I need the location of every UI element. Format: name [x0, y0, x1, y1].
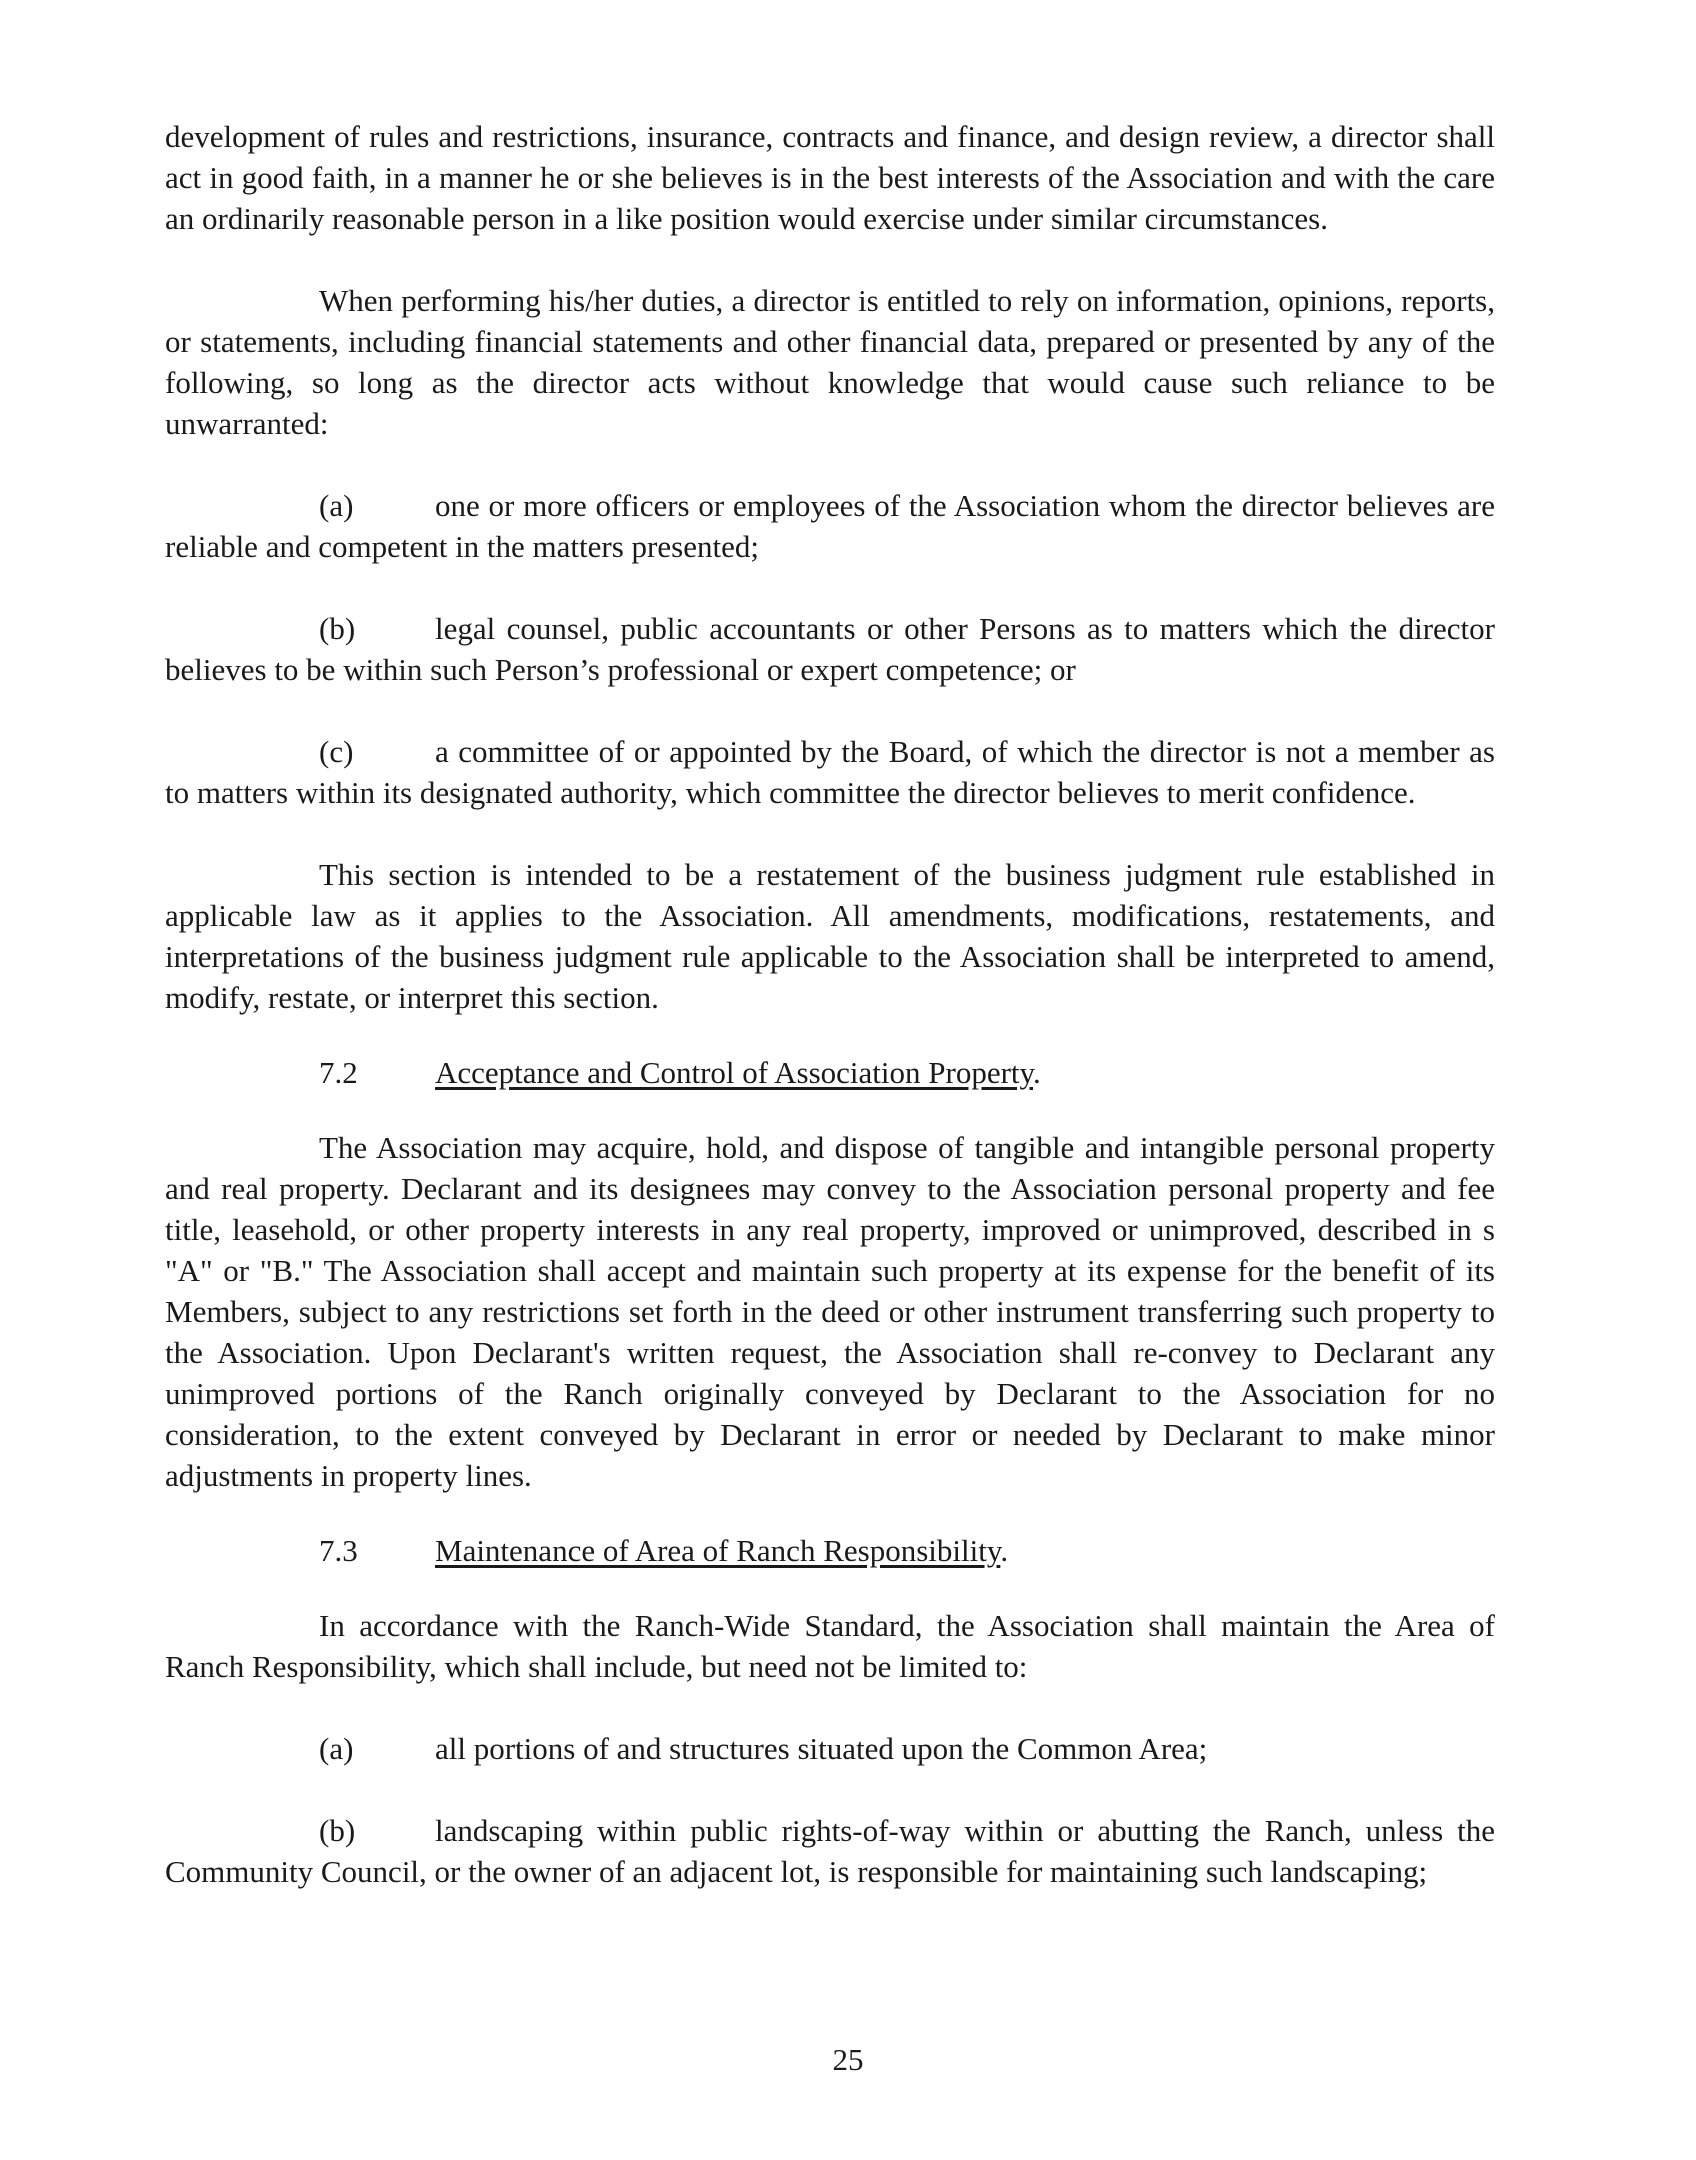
- section-title-period: .: [1000, 1533, 1009, 1568]
- section-title: Acceptance and Control of Association Property: [435, 1055, 1034, 1090]
- list-marker: (a): [319, 1731, 354, 1766]
- section-number: 7.3: [319, 1533, 358, 1568]
- page-number: 25: [832, 2042, 864, 2077]
- list-item: [165, 608, 1495, 690]
- list-item: [165, 731, 1495, 813]
- list-item: [165, 1728, 1495, 1769]
- list-item-text: legal counsel, public accountants or other Persons as to matters which the director believes to be within such Person’s professional or expert competence; or: [165, 611, 1495, 687]
- section-heading-7-3: [165, 1530, 1495, 1571]
- list-item-text: all portions of and structures situated upon the Common Area;: [435, 1731, 1208, 1766]
- list-marker: (c): [319, 734, 354, 769]
- section-heading-7-2: [165, 1052, 1495, 1093]
- paragraph-reliance: When performing his/her duties, a director is entitled to rely on information, opinions, reports, or statements, including financial statements and other financial data, prepared or presented by any of the following, so long as the director acts without knowledge that would cause such reliance to be unwarranted:: [165, 283, 1495, 441]
- paragraph-intro: development of rules and restrictions, insurance, contracts and finance, and design review, a director shall act in good faith, in a manner he or she believes is in the best interests of the Association and with the care an ordinarily reasonable person in a like position would exercise under similar circumstances.: [165, 119, 1495, 236]
- list-item: [165, 1810, 1495, 1892]
- list-item: [165, 485, 1495, 567]
- document-page: [165, 116, 1495, 1892]
- list-marker: (b): [319, 611, 356, 646]
- list-marker: (b): [319, 1813, 356, 1848]
- list-marker: (a): [319, 488, 354, 523]
- paragraph-restatement: This section is intended to be a restatement of the business judgment rule established in applicable law as it applies to the Association. All amendments, modifications, restatements, and interpretations of the business judgment rule applicable to the Association shall be interpreted to amend, modify, restate, or interpret this section.: [165, 857, 1495, 1015]
- paragraph-7-2-body: The Association may acquire, hold, and dispose of tangible and intangible personal property and real property. Declarant and its designees may convey to the Association personal property and fee title, leasehold, or other property interests in any real property, improved or unimproved, described in s "A" or "B." The Association shall accept and maintain such property at its expense for the benefit of its Members, subject to any restrictions set forth in the deed or other instrument transferring such property to the Association. Upon Declarant's written request, the Association shall re-convey to Declarant any unimproved portions of the Ranch originally conveyed by Declarant to the Association for no consideration, to the extent conveyed by Declarant in error or needed by Declarant to make minor adjustments in property lines.: [165, 1130, 1495, 1493]
- section-number: 7.2: [319, 1055, 358, 1090]
- list-item-text: one or more officers or employees of the Association whom the director believes are reliable and competent in the matters presented;: [165, 488, 1495, 564]
- paragraph-7-3-body: In accordance with the Ranch-Wide Standard, the Association shall maintain the Area of Ranch Responsibility, which shall include, but need not be limited to:: [165, 1608, 1495, 1684]
- list-item-text: landscaping within public rights-of-way within or abutting the Ranch, unless the Community Council, or the owner of an adjacent lot, is responsible for maintaining such landscaping;: [165, 1813, 1495, 1889]
- section-title-period: .: [1033, 1055, 1041, 1090]
- list-item-text: a committee of or appointed by the Board, of which the director is not a member as to matters within its designated authority, which committee the director believes to merit confidence.: [165, 734, 1495, 810]
- section-title: Maintenance of Area of Ranch Responsibility: [435, 1533, 1001, 1568]
